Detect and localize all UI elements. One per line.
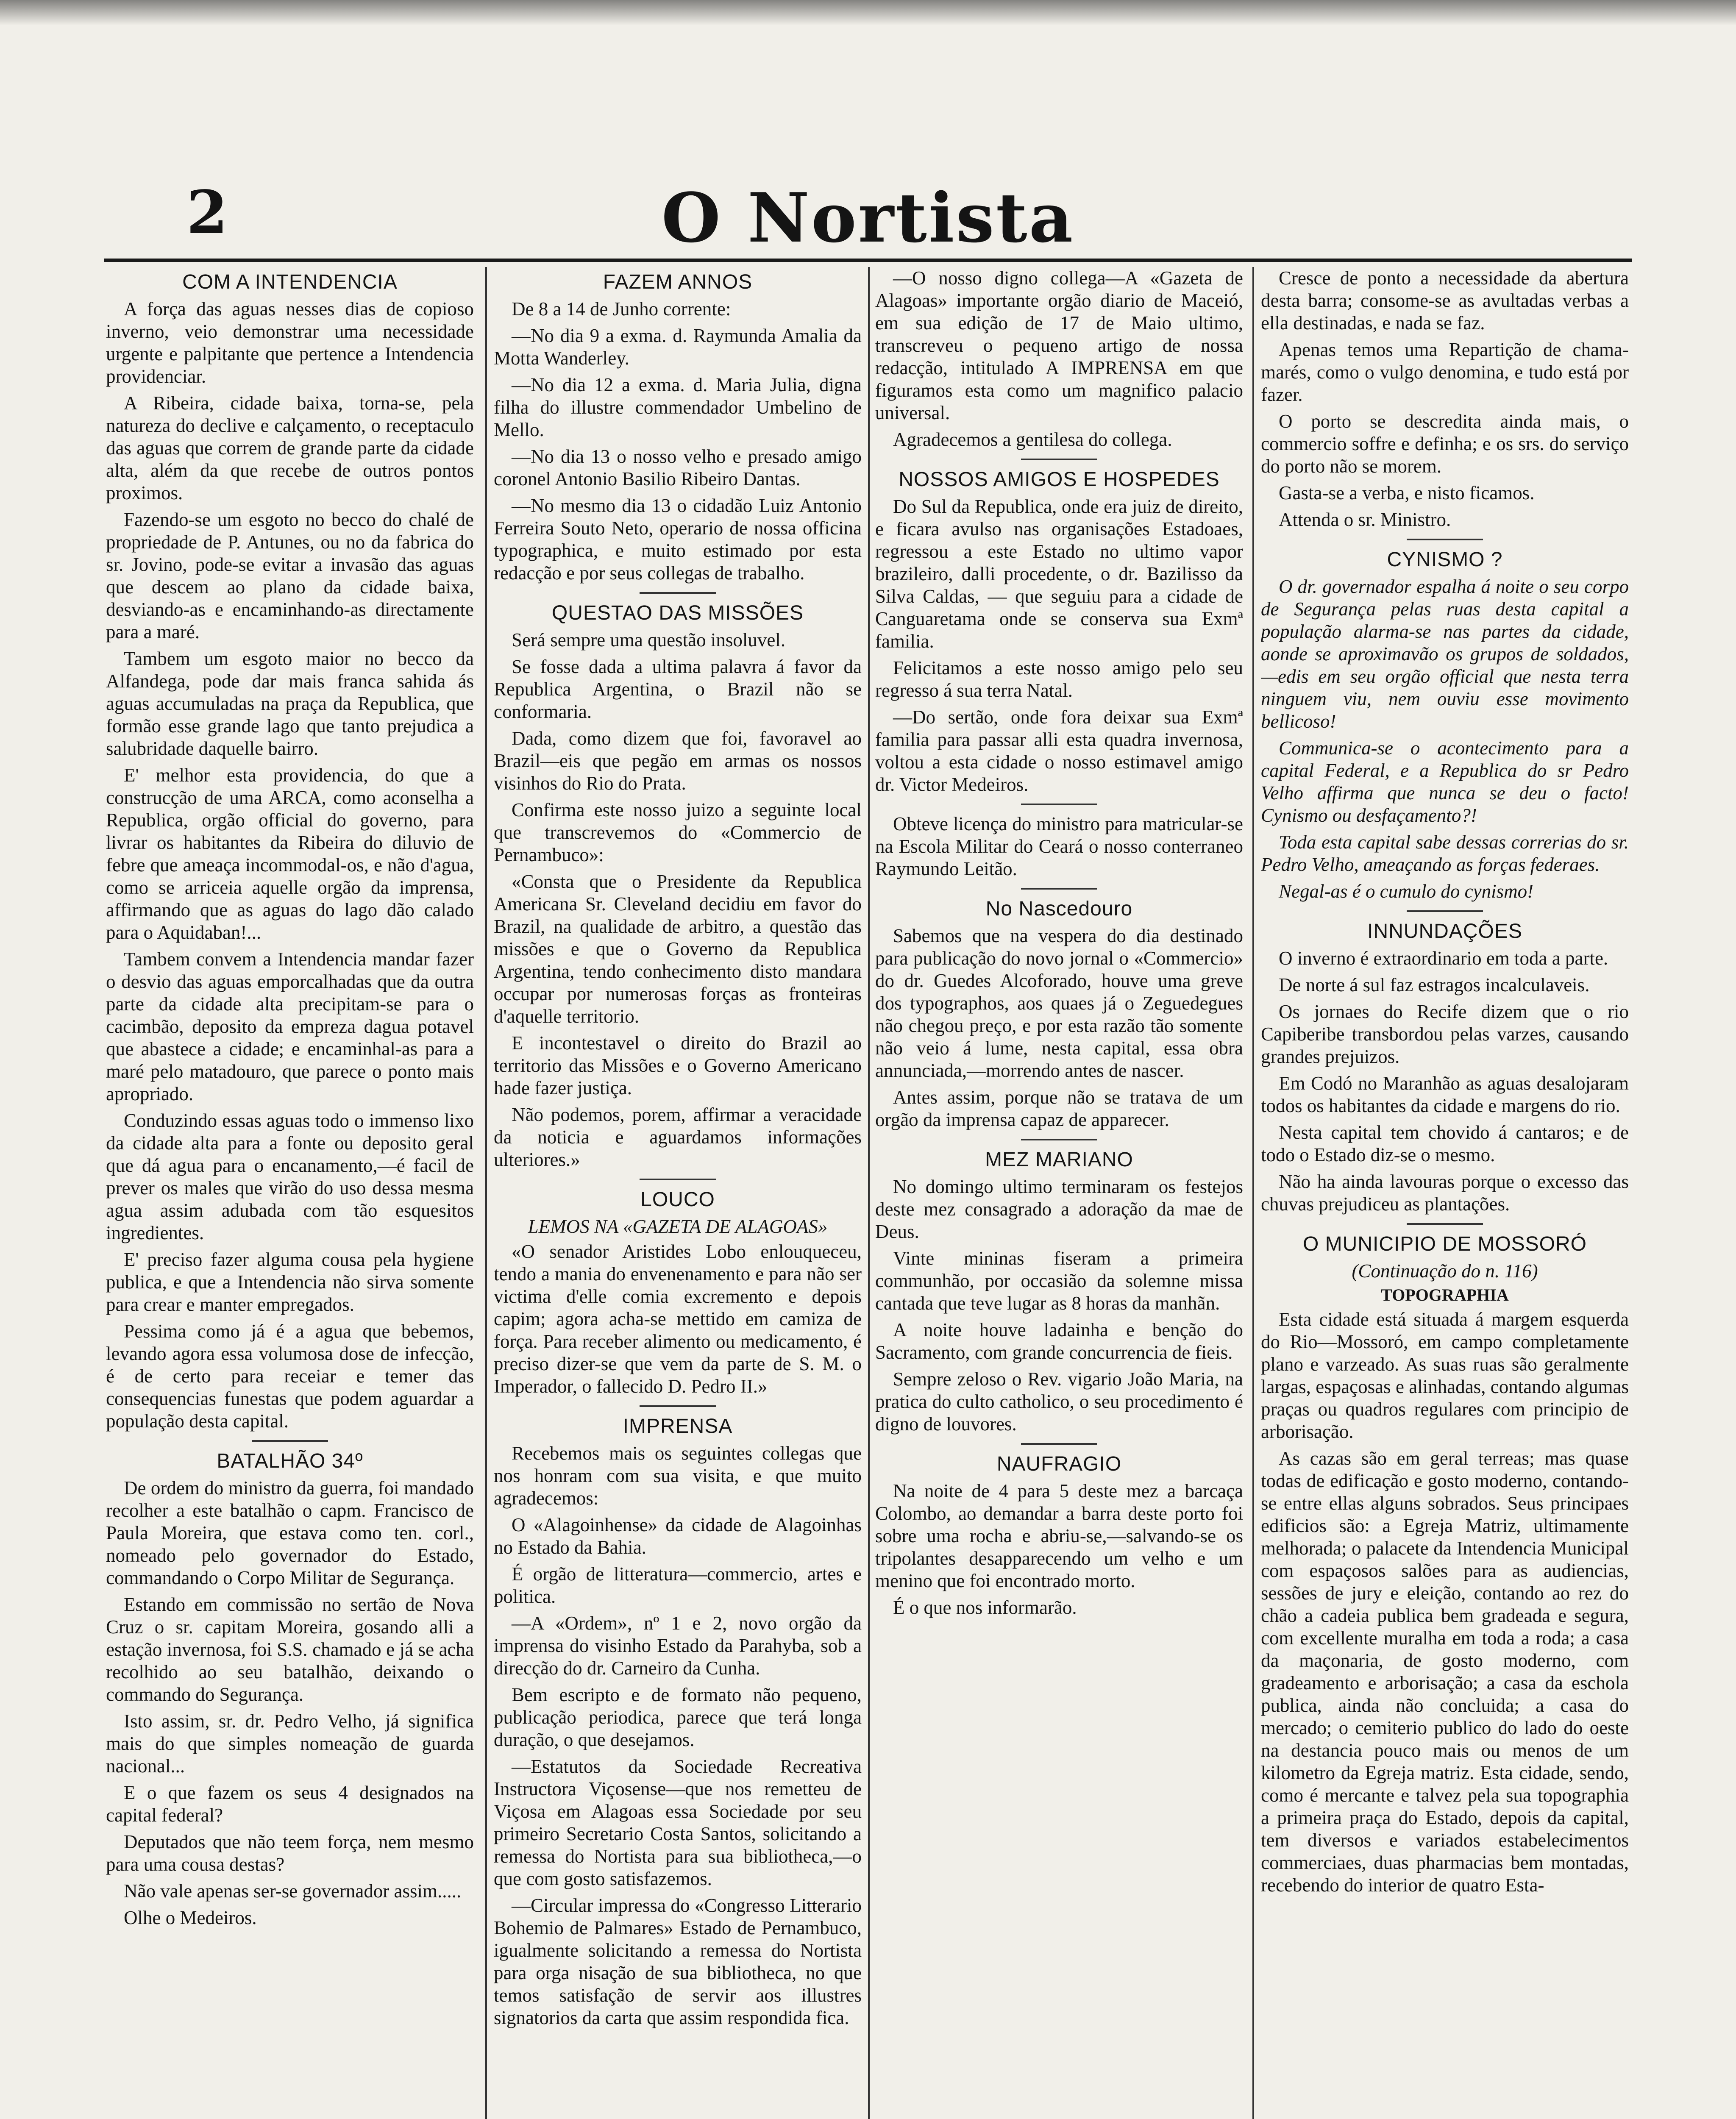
article-headline: CYNISMO ? [1387, 548, 1503, 571]
article-paragraph: E' melhor esta providencia, do que a construcção de uma ARCA, como aconselha a Republica, orgão official do governo, para livrar os habitantes da Ribeira do diluvio de febre que ameaça incommodal-os, e não d'agua, como se arriceia aquelle orgão da imprensa, affirmando que as aguas do lago dão calado para o Aquidaban!... [106, 765, 474, 943]
article-paragraph: Não ha ainda lavouras porque o excesso das chuvas prejudiceu as plantações. [1261, 1171, 1629, 1215]
article-paragraph: Toda esta capital sabe dessas correrias do sr. Pedro Velho, ameaçando as forças federaes. [1261, 831, 1629, 875]
article-paragraph: Bem escripto e de formato não pequeno, publicação periodica, parece que terá longa duração, o que desejamos. [494, 1684, 862, 1750]
article-divider [640, 1179, 716, 1180]
article-headline: QUESTAO DAS MISSÕES [551, 602, 804, 624]
article-divider [1407, 910, 1483, 912]
article-paragraph: Dada, como dizem que foi, favoravel ao Brazil—eis que pegão em armas os nossos visinhos do Rio do Prata. [494, 728, 862, 794]
article-paragraph: Vinte mininas fiseram a primeira communhão, por occasião da solemne missa cantada que teve lugar as 8 horas da manhãn. [875, 1248, 1243, 1314]
article-paragraph: Se fosse dada a ultima palavra á favor da Republica Argentina, o Brazil não se conformaria. [494, 656, 862, 722]
article [1261, 910, 1629, 1215]
article-paragraph: E' preciso fazer alguma cousa pela hygiene publica, e que a Intendencia não sirva somente para crear e manter empregados. [106, 1249, 474, 1315]
column-4 [1261, 267, 1629, 2119]
article [875, 1139, 1243, 1435]
article-paragraph: Tambem convem a Intendencia mandar fazer o desvio das aguas emporcalhadas que da outra parte da cidade alta precipitam-se para o cacimbão, deposito da empreza dagua potavel que abastece a cidade; e encaminhal-as para a maré pelo matadouro, que parece o ponto mais apropriado. [106, 948, 474, 1104]
article-paragraph: —Do sertão, onde fora deixar sua Exmª familia para passar alli esta quadra invernosa, voltou a esta cidade o nosso estimavel amigo dr. Victor Medeiros. [875, 706, 1243, 795]
article-paragraph: Os jornaes do Recife dizem que o rio Capiberibe transbordou pelas varzes, causando grandes prejuizos. [1261, 1001, 1629, 1067]
article-paragraph: Gasta-se a verba, e nisto ficamos. [1279, 482, 1535, 503]
article-paragraph: Não podemos, porem, affirmar a veracidade da noticia e aguardamos informações ulteriores.» [494, 1104, 862, 1170]
article [1261, 1223, 1629, 1897]
article-divider [640, 1405, 716, 1407]
article [494, 1405, 862, 2029]
article-paragraph: Communica-se o acontecimento para a capital Federal, e a Republica do sr Pedro Velho affirma que nunca se deu o facto! Cynismo ou desfaçamento?! [1261, 737, 1629, 826]
article-paragraph: As cazas são em geral terreas; mas quase todas de edificação e gosto moderno, contando-se entre ellas alguns sobrados. Seus principaes edificios são: a Egreja Matriz, ultimamente melhorada; o palacete da Intendencia Municipal com espaçosos salões para as audiencias, sessões de jury e eleição, contando ao rez do chão a cadeia publica bem gradeada e segura, com excellente muralha em toda a roda; a casa da maçonaria, de gosto moderno, com gradeamento e arborisação; a casa da eschola publica, ainda não concluida; a casa do mercado; o cemiterio publico do lado do oeste na destancia pouco mais ou menos de um kilometro da Egreja matriz. Esta cidade, sendo, como é mercante e talvez pela sua topographia a primeira praça do Estado, depois da capital, tem diversos e variados estabelecimentos commerciaes, duas pharmacias bem montadas, recebendo do interior de quatro Esta- [1261, 1448, 1629, 1896]
article-headline: NOSSOS AMIGOS E HOSPEDES [899, 468, 1220, 491]
page-edge-top [0, 0, 1736, 25]
article-divider [1021, 1443, 1097, 1445]
article [875, 804, 1243, 880]
article-section-heading: TOPOGRAPHIA [1381, 1285, 1509, 1304]
article-paragraph: Confirma este nosso juizo a seguinte local que transcrevemos do «Commercio de Pernambuco»: [494, 799, 862, 865]
article-paragraph: E incontestavel o direito do Brazil ao territorio das Missões e o Governo Americano hade fazer justiça. [494, 1032, 862, 1098]
article-headline: LOUCO [640, 1188, 715, 1211]
article [875, 267, 1243, 451]
article-divider [640, 592, 716, 594]
article-paragraph: O dr. governador espalha á noite o seu corpo de Segurança pelas ruas desta capital a população alarma-se nas partes da cidade, aonde se aproximavão os grupos de soldados,—edis em seu orgão official que nesta terra ninguem viu, nem ouviu esse movimento bellicoso! [1261, 576, 1629, 732]
article-paragraph: O inverno é extraordinario em toda a parte. [1279, 948, 1608, 969]
article-divider [1021, 888, 1097, 890]
article-paragraph: Olhe o Medeiros. [124, 1907, 257, 1928]
article-divider [1407, 539, 1483, 540]
article-divider [252, 1440, 328, 1442]
article-paragraph: —No dia 13 o nosso velho e presado amigo coronel Antonio Basilio Ribeiro Dantas. [494, 446, 862, 489]
article-paragraph: Será sempre uma questão insoluvel. [512, 629, 786, 651]
article-paragraph: —No mesmo dia 13 o cidadão Luiz Antonio Ferreira Souto Neto, operario de nossa officina typographica, e muito estimado por esta redacção e por seus collegas de trabalho. [494, 495, 862, 584]
article-paragraph: Apenas temos uma Repartição de chama-marés, como o vulgo denomina, e tudo está por fazer. [1261, 339, 1629, 405]
article-paragraph: De ordem do ministro da guerra, foi mandado recolher a este batalhão o capm. Francisco de Paula Moreira, que estava como ten. corl., nomeado pelo governador do Estado, commandando o Corpo Militar de Segurança. [106, 1477, 474, 1588]
article-paragraph: No domingo ultimo terminaram os festejos deste mez consagrado a adoração da mae de Deus. [875, 1176, 1243, 1242]
article-paragraph: O «Alagoinhense» da cidade de Alagoinhas no Estado da Bahia. [494, 1514, 862, 1558]
article-headline: INNUNDAÇÕES [1367, 920, 1522, 943]
article-paragraph: Felicitamos a este nosso amigo pelo seu regresso á sua terra Natal. [875, 657, 1243, 701]
article-paragraph: Não vale apenas ser-se governador assim..... [124, 1880, 462, 1902]
page-number: 2 [186, 178, 228, 247]
article-paragraph: —Circular impressa do «Congresso Litterario Bohemio de Palmares» Estado de Pernambuco, igualmente solicitando a remessa do Nortista para orga nisação de sua bibliotheca, no que temos satisfação de servir aos illustres signatorios da carta que assim respondida fica. [494, 1895, 862, 2028]
article-paragraph: Deputados que não teem força, nem mesmo para uma cousa destas? [106, 1831, 474, 1875]
masthead [0, 178, 1736, 267]
article-paragraph: Em Codó no Maranhão as aguas desalojaram todos os habitantes da cidade e margens do rio. [1261, 1073, 1629, 1116]
article-paragraph: Recebemos mais os seguintes collegas que nos honram com sua visita, e que muito agradecemos: [494, 1443, 862, 1509]
column-divider [868, 267, 870, 2119]
article-paragraph: É o que nos informarão. [893, 1597, 1077, 1618]
article-paragraph: —No dia 12 a exma. d. Maria Julia, digna filha do illustre commendador Umbelino de Mello. [494, 374, 862, 440]
article-headline: IMPRENSA [623, 1415, 733, 1438]
article [106, 270, 474, 1432]
article-headline: COM A INTENDENCIA [182, 271, 398, 293]
article-headline: BATALHÃO 34º [217, 1450, 363, 1472]
article-divider [1021, 804, 1097, 805]
article-paragraph: De norte á sul faz estragos incalculaveis. [1279, 974, 1590, 996]
article [494, 592, 862, 1171]
column-1 [106, 267, 474, 2119]
article-divider [1407, 1223, 1483, 1225]
article-divider [1021, 1139, 1097, 1140]
article-paragraph: Na noite de 4 para 5 deste mez a barcaça Colombo, ao demandar a barra deste porto foi sobre uma rocha e abriu-se,—salvando-se os tripolantes desapparecendo um velho e um menino que foi encontrado morto. [875, 1480, 1243, 1591]
article [875, 888, 1243, 1131]
article-paragraph: Sabemos que na vespera do dia destinado para publicação do novo jornal o «Commercio» do dr. Guedes Alcoforado, houve uma greve dos typographos, aos quaes já o Zeguedegues não chegou preço, e por esta razão tão somente não veio á lume, nesta capital, essa obra annunciada,—morrendo antes de nascer. [875, 925, 1243, 1081]
article [1261, 267, 1629, 531]
column-2 [494, 267, 862, 2119]
article-paragraph: A Ribeira, cidade baixa, torna-se, pela natureza do declive e calçamento, o receptaculo das aguas que correm de grande parte da cidade alta, além da que recebe de outros pontos proximos. [106, 392, 474, 503]
article-paragraph: É orgão de litteratura—commercio, artes e politica. [494, 1563, 862, 1607]
article-paragraph: E o que fazem os seus 4 designados na capital federal? [106, 1782, 474, 1826]
article-paragraph: «Consta que o Presidente da Republica Americana Sr. Cleveland decidiu em favor do Brazil, na qualidade de arbitro, a questão das missões e que o Governo da Republica Argentina, tendo conhecimento disto mandara occupar por numerosas forças as fronteiras d'aquelle territorio. [494, 871, 862, 1027]
article-paragraph: —No dia 9 a exma. d. Raymunda Amalia da Motta Wanderley. [494, 325, 862, 369]
article-divider [1021, 459, 1097, 460]
article-headline: O MUNICIPIO DE MOSSORÓ [1302, 1233, 1587, 1255]
newspaper-title: O Nortista [661, 178, 1075, 258]
article-paragraph: Esta cidade está situada á margem esquerda do Rio—Mossoró, em campo completamente plano e varzeado. As suas ruas são geralmente largas, espaçosas e alinhadas, contando algumas praças ou quadros regulares com principio de arborisação. [1261, 1309, 1629, 1442]
article-paragraph: Estando em commissão no sertão de Nova Cruz o sr. capitam Moreira, gosando alli a estação invernosa, foi S.S. chamado e já se acha recolhido ao seu batalhão, deixando o commando do Segurança. [106, 1594, 474, 1705]
article-paragraph: «O senador Aristides Lobo enlouqueceu, tendo a mania do envenenamento e para não ser victima d'elle comia excremento e depois capim; agora acha-se mettido em camiza de força. Para receber alimento ou medicamento, é preciso dizer-se que vem da parte de S. M. o Imperador, o fallecido D. Pedro II.» [494, 1241, 862, 1397]
column-divider [1252, 267, 1254, 2119]
article-paragraph: Nesta capital tem chovido á cantaros; e de todo o Estado diz-se o mesmo. [1261, 1122, 1629, 1165]
article-paragraph: —Estatutos da Sociedade Recreativa Instructora Viçosense—que nos remetteu de Viçosa em Alagoas essa Sociedade por seu primeiro Secretario Costa Santos, solicitando a remessa do Nortista para sua bibliotheca,—o que com gosto satisfazemos. [494, 1756, 862, 1889]
article-paragraph: Obteve licença do ministro para matricular-se na Escola Militar do Ceará o nosso conterraneo Raymundo Leitão. [875, 813, 1243, 879]
article-paragraph: Isto assim, sr. dr. Pedro Velho, já significa mais do que simples nomeação de guarda nacional... [106, 1710, 474, 1777]
article-paragraph: Attenda o sr. Ministro. [1279, 509, 1451, 530]
article-paragraph: Negal-as é o cumulo do cynismo! [1279, 881, 1534, 902]
article-headline: MEZ MARIANO [985, 1148, 1133, 1171]
article-paragraph: De 8 a 14 de Junho corrente: [512, 298, 731, 320]
article-paragraph: Tambem um esgoto maior no becco da Alfandega, pode dar mais franca sahida ás aguas accumuladas na praça da Republica, que formão esse grande lago que tanto prejudica a salubridade daquelle bairro. [106, 648, 474, 759]
article-paragraph: —O nosso digno collega—A «Gazeta de Alagoas» importante orgão diario de Maceió, em sua edição de 17 de Maio ultimo, transcreveu o pequeno artigo de nossa redacção, intitulado A IMPRENSA em que figuramos esta como um magnifico palacio universal. [875, 267, 1243, 423]
article-subtitle: LEMOS NA «GAZETA DE ALAGOAS» [528, 1216, 828, 1237]
article-paragraph: A noite houve ladainha e benção do Sacramento, com grande concurrencia de fieis. [875, 1319, 1243, 1363]
article-paragraph: O porto se descredita ainda mais, o commercio soffre e definha; e os srs. do serviço do porto não se morem. [1261, 411, 1629, 477]
article-paragraph: Conduzindo essas aguas todo o immenso lixo da cidade alta para a fonte ou deposito geral que dá agua para o encanamento,—é facil de prever os males que virão do uso dessa mesma agua assim adubada com tão esquesitos ingredientes. [106, 1110, 474, 1243]
article-paragraph: Fazendo-se um esgoto no becco do chalé de propriedade de P. Antunes, ou no da fabrica do sr. Jovino, pode-se evitar a invasão das aguas que descem ao plano da cidade baixa, desviando-as e encaminhando-as directamente para a maré. [106, 509, 474, 642]
article-headline: NAUFRAGIO [996, 1453, 1122, 1475]
article-paragraph: Pessima como já é a agua que bebemos, levando agora essa volumosa dose de infecção, é de certo para receiar e temer das consequencias funestas que podem aguardar a população desta capital. [106, 1321, 474, 1432]
article [106, 1440, 474, 1929]
article-paragraph: Cresce de ponto a necessidade da abertura desta barra; consome-se as avultadas verbas a ella destinadas, e nada se faz. [1261, 267, 1629, 334]
article [875, 459, 1243, 796]
article-paragraph: Antes assim, porque não se tratava de um orgão da imprensa capaz de apparecer. [875, 1087, 1243, 1130]
article-paragraph: Do Sul da Republica, onde era juiz de direito, e ficara avulso nas organisações Estadoaes, regressou a este Estado no ultimo vapor brazileiro, dalli procedente, o dr. Bazilisso da Silva Caldas, — que seguiu para a cidade de Canguaretama onde se conserva sua Exmª familia. [875, 496, 1243, 652]
article [494, 270, 862, 584]
article-paragraph: —A «Ordem», nº 1 e 2, novo orgão da imprensa do visinho Estado da Parahyba, sob a direcção do dr. Carneiro da Cunha. [494, 1613, 862, 1679]
column-3 [875, 267, 1243, 2119]
column-divider [485, 267, 487, 2119]
article-paragraph: Agradecemos a gentilesa do collega. [893, 429, 1172, 450]
article-paragraph: A força das aguas nesses dias de copioso inverno, veio demonstrar uma necessidade urgente e palpitante que pertence a Intendencia providenciar. [106, 298, 474, 387]
header-rule [104, 259, 1632, 262]
article-headline: No Nascedouro [985, 898, 1133, 920]
article-subtitle: (Continuação do n. 116) [1352, 1260, 1538, 1282]
article [875, 1443, 1243, 1619]
article-headline: FAZEM ANNOS [603, 271, 753, 293]
article-paragraph: Sempre zeloso o Rev. vigario João Maria, na pratica do culto catholico, o seu procedimento é digno de louvores. [875, 1368, 1243, 1435]
article [494, 1179, 862, 1398]
article [1261, 539, 1629, 903]
